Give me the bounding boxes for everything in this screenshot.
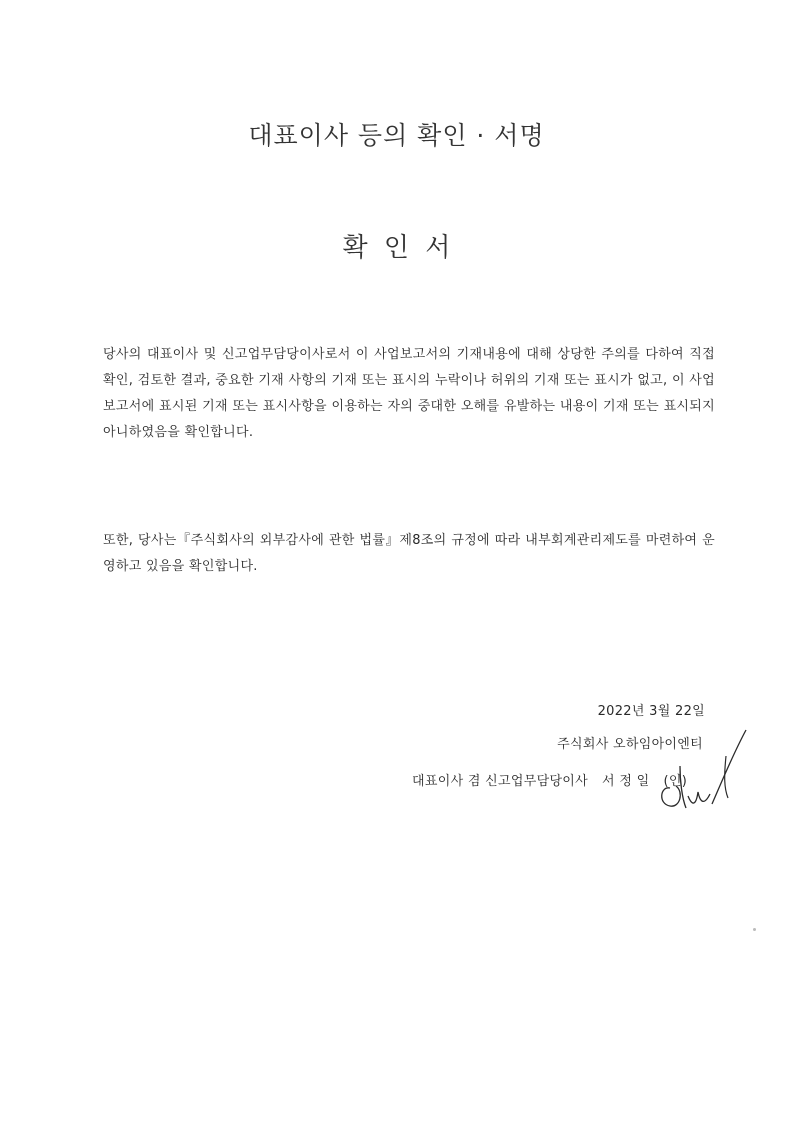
internal-control-paragraph: 또한, 당사는『주식회사의 외부감사에 관한 법률』제8조의 규정에 따라 내부회계관리제도를 마련하여 운영하고 있음을 확인합니다.: [103, 533, 715, 574]
company-name: 주식회사 오하임아이엔티: [557, 737, 703, 752]
document-date: 2022년 3월 22일: [597, 704, 705, 719]
signer-title: 대표이사 겸 신고업무담당이사: [412, 774, 589, 789]
signer-name: 서 정 일: [602, 774, 650, 789]
seal-mark: (인): [663, 774, 688, 789]
scan-speck: [753, 928, 756, 931]
document-heading: 확 인 서: [342, 233, 451, 263]
page-title: 대표이사 등의 확인 · 서명: [248, 121, 545, 150]
handwritten-signature: [640, 726, 760, 821]
confirmation-paragraph: 당사의 대표이사 및 신고업무담당이사로서 이 사업보고서의 기재내용에 대해 상당한 주의를 다하여 직접 확인, 검토한 결과, 중요한 기재 사항의 기재 또는 표시의 누락이나 허위의 기재 또는 표시가 없고, 이 사업보고서에 표시된 기재 또는 표시사항을 이용하는 자의 중대한 오해를 유발하는 내용이 기재 또는 표시되지 아니하였음을 확인합니다.: [103, 347, 715, 440]
